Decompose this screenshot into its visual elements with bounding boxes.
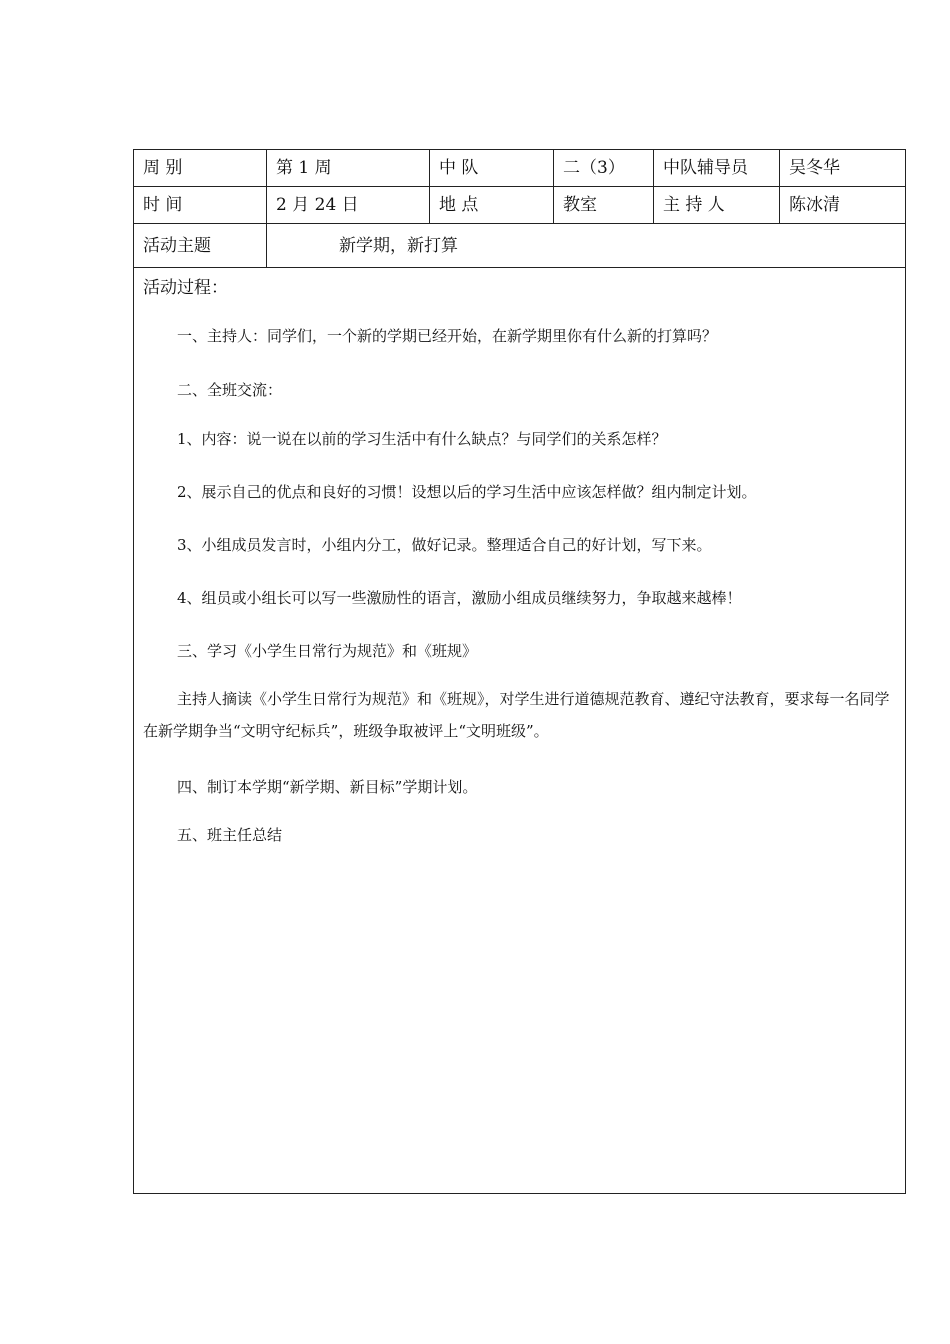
counselor-value: 吴冬华 [789,158,840,178]
host-value: 陈冰清 [789,195,840,215]
time-label: 时 间 [134,187,267,223]
process-item: 二、全班交流： [177,381,283,399]
process-item: 3、小组成员发言时，小组内分工，做好记录。整理适合自己的好计划，写下来。 [177,536,712,554]
theme-label: 活动主题 [134,224,267,267]
process-title: 活动过程： [143,278,228,298]
process-item: 三、学习《小学生日常行为规范》和《班规》 [177,642,478,660]
week-value: 第 1 周 [267,150,430,186]
squad-value: 二（3） [554,150,654,186]
week-label: 周 别 [134,150,267,186]
activity-process-cell [134,268,905,1193]
theme-value: 新学期，新打算 [339,235,458,256]
table-row-time [134,187,905,224]
host-label: 主 持 人 [654,187,780,223]
table-row-theme [134,224,905,268]
place-label: 地 点 [430,187,554,223]
process-item: 主持人摘读《小学生日常行为规范》和《班规》，对学生进行道德规范教育、遵纪守法教育，要求每一名同学在新学期争当“文明守纪标兵”，班级争取被评上“文明班级”。 [143,690,890,740]
table-row-week [134,150,905,187]
process-item: 2、展示自己的优点和良好的习惯！设想以后的学习生活中应该怎样做？组内制定计划。 [177,483,757,501]
process-item: 4、组员或小组长可以写一些激励性的语言，激励小组成员继续努力，争取越来越棒！ [177,589,742,607]
process-item: 五、班主任总结 [177,826,283,844]
place-value: 教室 [554,187,654,223]
process-item: 一、主持人：同学们，一个新的学期已经开始，在新学期里你有什么新的打算吗？ [177,327,718,345]
process-item: 1、内容：说一说在以前的学习生活中有什么缺点？与同学们的关系怎样？ [177,430,667,448]
time-value: 2 月 24 日 [267,187,430,223]
process-item: 四、制订本学期“新学期、新目标”学期计划。 [177,778,478,796]
counselor-label: 中队辅导员 [654,150,780,186]
squad-label: 中 队 [430,150,554,186]
activity-record-table [133,149,906,1194]
